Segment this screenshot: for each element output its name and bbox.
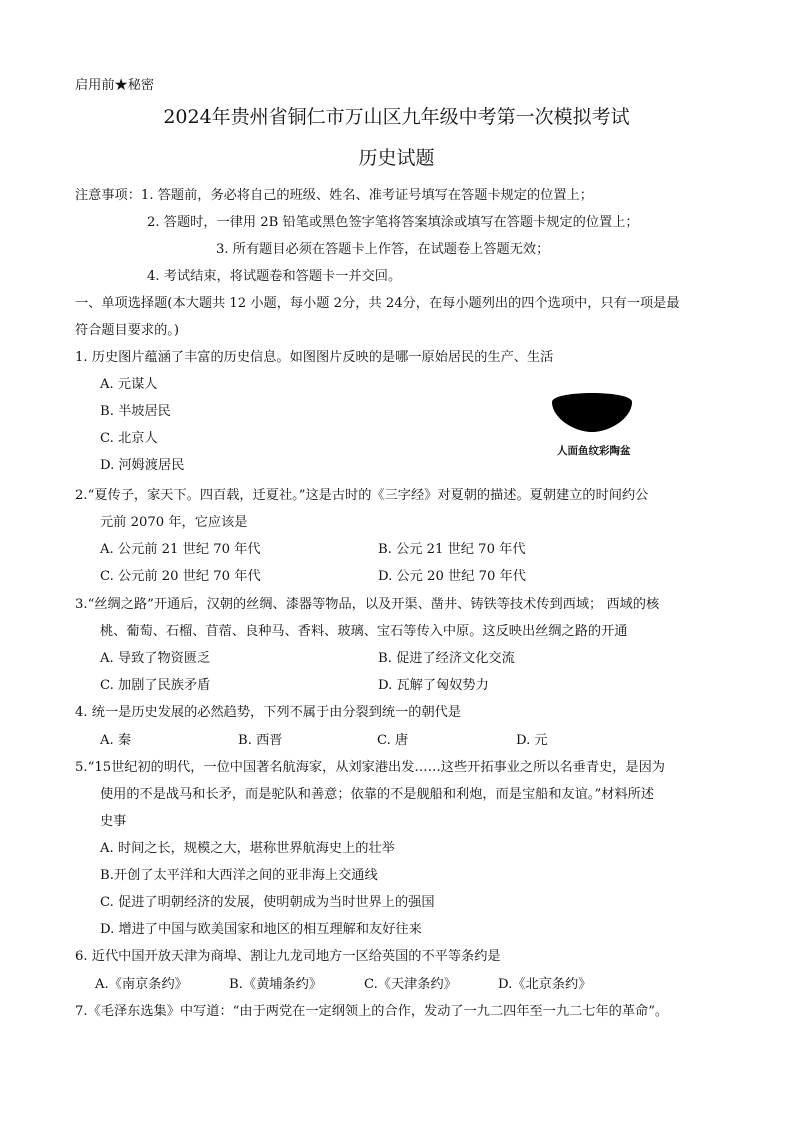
question-6-stem: 6. 近代中国开放天津为商埠、割让九龙司地方一区给英国的不平等条约是	[75, 949, 501, 964]
section-heading-cont: 符合题目要求的。)	[75, 323, 180, 338]
question-1-option-b: B. 半坡居民	[100, 404, 171, 419]
question-6-option-a: A.《南京条约》	[95, 977, 188, 992]
note-2: 2. 答题时，一律用 2B 铅笔或黑色签字笔将答案填涂或填写在答题卡规定的位置上；	[147, 215, 639, 230]
question-5-option-b: B.开创了太平洋和大西洋之间的亚非海上交通线	[100, 868, 378, 883]
question-5-option-d: D. 增进了中国与欧美国家和地区的相互理解和友好往来	[100, 922, 422, 937]
figure-caption: 人面鱼纹彩陶盆	[557, 445, 631, 457]
question-5-option-c: C. 促进了明朝经济的发展，使明朝成为当时世界上的强国	[100, 895, 435, 910]
question-1-stem: 1. 历史图片蕴涵了丰富的历史信息。如图图片反映的是哪一原始居民的生产、生活	[75, 350, 554, 365]
question-3-stem-cont: 桃、葡萄、石榴、苜蓿、良种马、香料、玻璃、宝石等传入中原。这反映出丝绸之路的开通	[100, 624, 628, 639]
exam-subtitle: 历史试题	[358, 147, 435, 169]
question-3-option-b: B. 促进了经济文化交流	[378, 651, 515, 666]
question-2-option-c: C. 公元前 20 世纪 70 年代	[100, 569, 261, 584]
question-4-option-c: C. 唐	[377, 733, 409, 748]
exam-title: 2024年贵州省铜仁市万山区九年级中考第一次模拟考试	[163, 106, 630, 128]
confidential-mark: 启用前★秘密	[75, 78, 155, 93]
question-2-option-d: D. 公元 20 世纪 70 年代	[378, 569, 526, 584]
question-6-option-d: D.《北京条约》	[498, 977, 592, 992]
question-6-option-b: B.《黄埔条约》	[229, 977, 323, 992]
question-7-stem: 7.《毛泽东选集》中写道：“由于两党在一定纲领上的合作，发动了一九二四年至一九二七年的革命”。	[75, 1004, 669, 1019]
question-5-stem-cont: 使用的不是战马和长矛，而是驼队和善意；依靠的不是舰船和利炮，而是宝船和友谊。”材料所述	[100, 787, 655, 802]
question-3-option-a: A. 导致了物资匮乏	[100, 651, 211, 666]
question-3-option-c: C. 加剧了民族矛盾	[100, 678, 211, 693]
section-heading: 一、单项选择题(本大题共 12 小题，每小题 2分，共 24分，在每小题列出的四个选项中，只有一项是最	[75, 296, 680, 311]
question-2-option-a: A. 公元前 21 世纪 70 年代	[100, 542, 261, 557]
note-1: 注意事项：1. 答题前，务必将自己的班级、姓名、准考证号填写在答题卡规定的位置上；	[75, 188, 593, 203]
question-4-option-a: A. 秦	[100, 733, 132, 748]
question-1-option-a: A. 元谋人	[100, 377, 158, 392]
question-1-option-c: C. 北京人	[100, 431, 158, 446]
question-1-option-d: D. 河姆渡居民	[100, 458, 185, 473]
question-2-option-b: B. 公元 21 世纪 70 年代	[378, 542, 526, 557]
question-4-option-d: D. 元	[516, 733, 548, 748]
note-4: 4. 考试结束，将试题卷和答题卡一并交回。	[147, 269, 402, 284]
question-3-stem: 3.“丝绸之路”开通后，汉朝的丝绸、漆器等物品，以及开渠、凿井、铸铁等技术传到西域； 西域的核	[75, 597, 660, 612]
question-5-option-a: A. 时间之长，规模之大，堪称世界航海史上的壮举	[100, 841, 395, 856]
question-5-stem: 5.“15世纪初的明代，一位中国著名航海家，从刘家港出发……这些开拓事业之所以名垂青史，是因为	[75, 760, 665, 775]
question-4-option-b: B. 西晋	[238, 733, 283, 748]
pottery-basin-image	[548, 384, 636, 434]
question-4-stem: 4. 统一是历史发展的必然趋势，下列不属于由分裂到统一的朝代是	[75, 705, 462, 720]
question-2-stem: 2.“夏传子，家天下。四百载，迁夏社。”这是古时的《三字经》对夏朝的描述。夏朝建立的时间约公	[75, 488, 649, 503]
question-5-stem-end: 史事	[100, 814, 127, 829]
question-2-stem-cont: 元前 2070 年，它应该是	[100, 515, 248, 530]
question-3-option-d: D. 瓦解了匈奴势力	[378, 678, 489, 693]
question-6-option-c: C.《天津条约》	[364, 977, 457, 992]
note-3: 3. 所有题目必须在答题卡上作答，在试题卷上答题无效；	[216, 242, 550, 257]
